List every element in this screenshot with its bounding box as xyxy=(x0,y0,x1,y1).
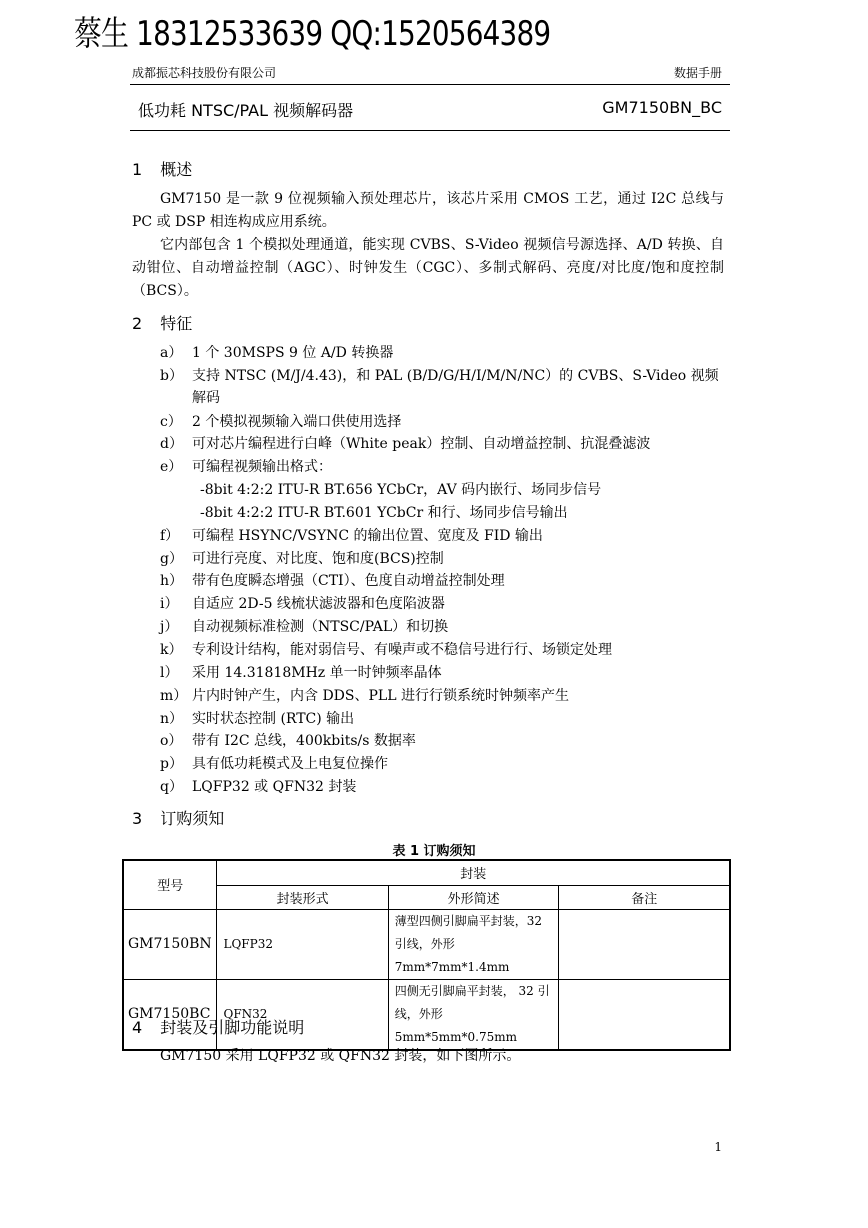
list-text: 支持 NTSC (M/J/4.43)，和 PAL (B/D/G/H/I/M/N/NC）的 CVBS、S-Video 视频解码 xyxy=(192,367,719,406)
cell-form: QFN32 xyxy=(217,979,388,1050)
list-text: 带有色度瞬态增强（CTI）、色度自动增益控制处理 xyxy=(192,573,505,590)
list-text: 专利设计结构，能对弱信号、有噪声或不稳信号进行行、场锁定处理 xyxy=(192,641,612,658)
table-caption: 表 1 订购须知 xyxy=(392,844,476,859)
list-text: LQFP32 或 QFN32 封装 xyxy=(192,779,357,796)
list-marker: k） xyxy=(160,641,183,658)
table-header-row xyxy=(123,860,730,885)
subheader-desc: 外形简述 xyxy=(388,885,559,909)
list-marker: a） xyxy=(160,345,183,361)
section-1-heading xyxy=(132,157,192,180)
list-text: 可进行亮度、对比度、饱和度(BCS)控制 xyxy=(192,550,444,567)
header-rule xyxy=(130,84,730,85)
page-number: 1 xyxy=(714,1140,722,1154)
list-text: 具有低功耗模式及上电复位操作 xyxy=(192,756,388,773)
overview-paragraph-1: GM7150 是一款 9 位视频输入预处理芯片，该芯片采用 CMOS 工艺，通过 I2C 总线与 PC 或 DSP 相连构成应用系统。 xyxy=(132,191,724,230)
list-marker: f） xyxy=(160,527,180,544)
list-text: 实时状态控制 (RTC) 输出 xyxy=(192,710,355,727)
product-model: GM7150BN_BC xyxy=(602,98,722,117)
list-marker: n） xyxy=(160,710,184,727)
list-marker: c） xyxy=(160,413,182,430)
section-3-heading xyxy=(132,806,224,829)
section-number: 4 xyxy=(132,1018,143,1037)
list-text: -8bit 4:2:2 ITU-R BT.601 YCbCr 和行、场同步信号输出 xyxy=(200,504,568,521)
section-title: 封装及引脚功能说明 xyxy=(160,1018,305,1037)
doc-type: 数据手册 xyxy=(673,66,722,80)
list-marker: j） xyxy=(160,619,179,636)
overview-text xyxy=(132,188,724,303)
cell-note xyxy=(559,979,730,1050)
list-text: -8bit 4:2:2 ITU-R BT.656 YCbCr，AV 码内嵌行、场同步信号 xyxy=(200,482,602,499)
package-intro-text: GM7150 采用 LQFP32 或 QFN32 封装，如下图所示。 xyxy=(160,1048,521,1064)
list-marker: d） xyxy=(160,436,183,453)
list-marker: o） xyxy=(160,733,183,750)
cell-form: LQFP32 xyxy=(217,909,388,979)
list-marker: b） xyxy=(160,367,183,384)
section-2-heading xyxy=(132,311,192,334)
cell-model: GM7150BC xyxy=(123,979,217,1050)
section-number: 3 xyxy=(132,809,143,828)
list-marker: i） xyxy=(160,596,179,613)
header-package: 封装 xyxy=(217,860,730,885)
section-4-heading xyxy=(132,1015,304,1038)
cell-model: GM7150BN xyxy=(123,909,217,979)
section-number: 2 xyxy=(132,314,143,333)
list-text: 可编程 HSYNC/VSYNC 的输出位置、宽度及 FID 输出 xyxy=(192,527,543,544)
subheader-form: 封装形式 xyxy=(217,885,388,909)
cell-note xyxy=(559,909,730,979)
section-title: 特征 xyxy=(160,314,193,333)
list-text: 带有 I2C 总线，400kbits/s 数据率 xyxy=(192,733,416,750)
list-marker: m） xyxy=(160,687,188,704)
list-text: 自适应 2D-5 线梳状滤波器和色度陷波器 xyxy=(192,596,445,613)
cell-desc: 薄型四侧引脚扁平封装，32 引线，外形 7mm*7mm*1.4mm xyxy=(388,909,559,979)
list-text: 可对芯片编程进行白峰（White peak）控制、自动增益控制、抗混叠滤波 xyxy=(192,436,651,453)
title-rule xyxy=(130,130,730,131)
table-row xyxy=(123,909,730,979)
list-text: 可编程视频输出格式： xyxy=(192,459,332,476)
list-marker: q） xyxy=(160,779,183,796)
company-name: 成都振芯科技股份有限公司 xyxy=(132,66,277,80)
list-marker: h） xyxy=(160,573,184,590)
section-title: 订购须知 xyxy=(160,809,225,828)
overview-paragraph-2: 它内部包含 1 个模拟处理通道，能实现 CVBS、S-Video 视频信号源选择、A/D 转换、自动钳位、自动增益控制（AGC）、时钟发生（CGC）、多制式解码、亮度/对比度/饱和度控制（BCS）。 xyxy=(132,237,724,299)
subheader-note: 备注 xyxy=(559,885,730,909)
list-marker: e） xyxy=(160,459,183,476)
list-text: 自动视频标准检测（NTSC/PAL）和切换 xyxy=(192,619,449,636)
list-marker: p） xyxy=(160,756,183,773)
product-title: 低功耗 NTSC/PAL 视频解码器 xyxy=(138,101,354,120)
section-title: 概述 xyxy=(160,160,193,179)
contact-watermark: 蔡生 18312533639 QQ:1520564389 xyxy=(74,14,551,54)
section-number: 1 xyxy=(132,160,143,179)
header-model: 型号 xyxy=(123,860,217,909)
list-text: 采用 14.31818MHz 单一时钟频率晶体 xyxy=(192,664,442,681)
list-marker: l） xyxy=(160,664,179,681)
list-text: 2 个模拟视频输入端口供使用选择 xyxy=(192,413,402,430)
list-text: 片内时钟产生，内含 DDS、PLL 进行行锁系统时钟频率产生 xyxy=(192,687,569,704)
cell-desc: 四侧无引脚扁平封装， 32 引线，外形 5mm*5mm*0.75mm xyxy=(388,979,559,1050)
list-text: 1 个 30MSPS 9 位 A/D 转换器 xyxy=(192,345,394,361)
list-marker: g） xyxy=(160,550,183,567)
package-intro xyxy=(132,1045,724,1068)
